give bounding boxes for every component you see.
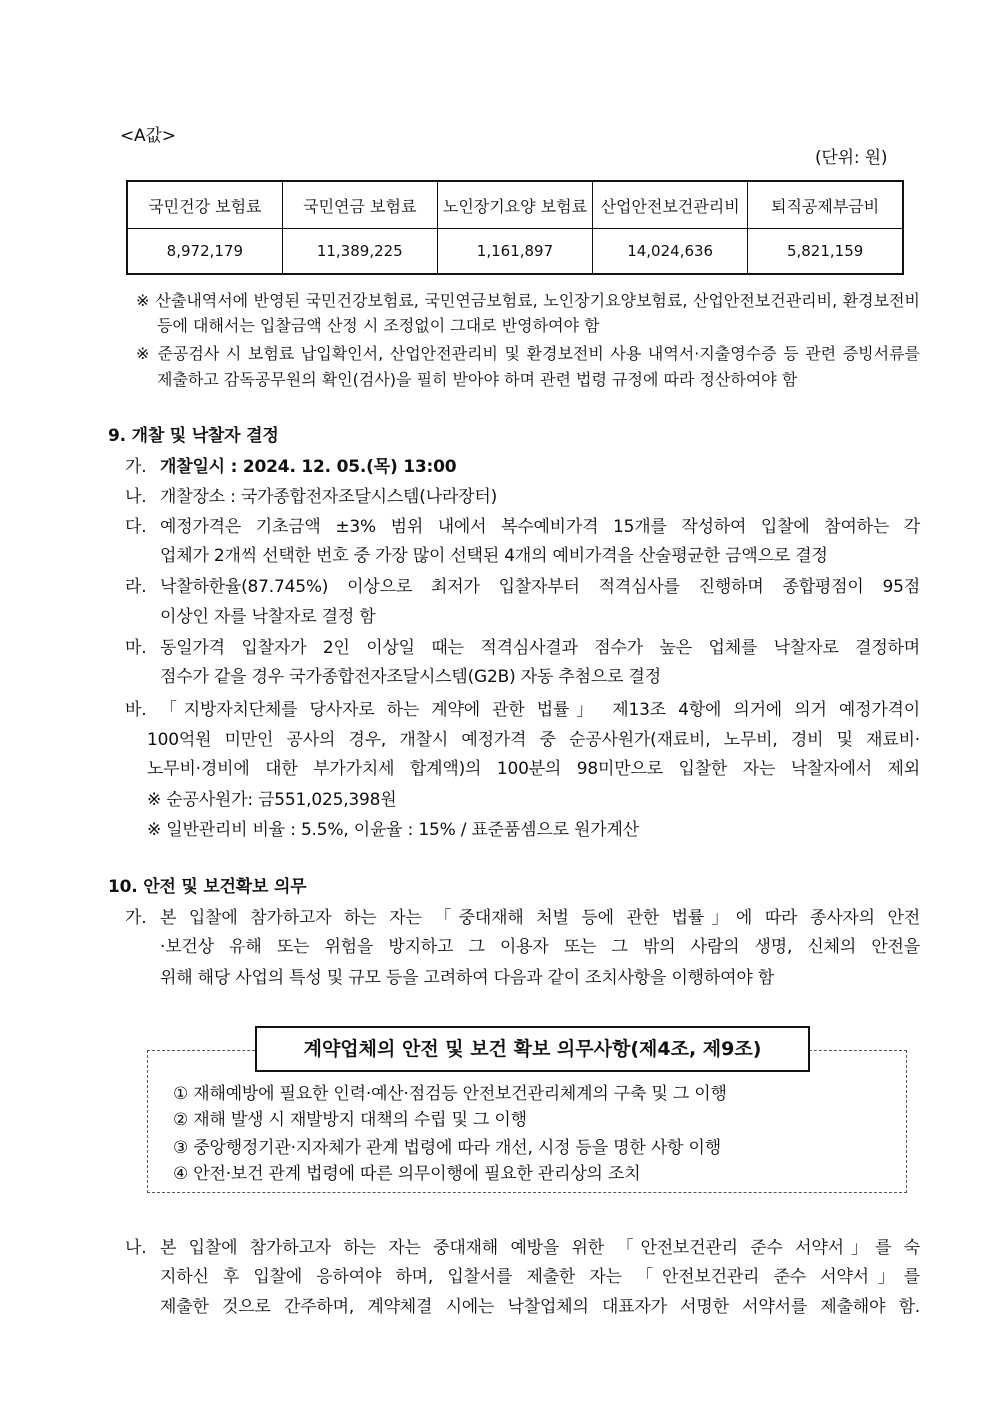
note-1-line-1: ※ 산출내역서에 반영된 국민건강보험료, 국민연금보험료, 노인장기요양보험료, 산업안전보건관리비, 환경보전비 [136,291,920,310]
header-longterm-care-insurance: 노인장기요양 보험료 [437,181,592,229]
value-health-insurance: 8,972,179 [127,229,282,275]
note-1-line-2: 등에 대해서는 입찰금액 산정 시 조정없이 그대로 반영하여야 함 [157,316,600,335]
header-health-insurance: 국민건강 보험료 [127,181,282,229]
item-ga-marker: 가. [125,457,147,477]
a-value-label: <A값> [120,126,176,146]
table-value-row [127,229,903,275]
item-ra-marker: 라. [125,577,147,597]
value-longterm-care-insurance: 1,161,897 [437,229,592,275]
header-safety-health-cost: 산업안전보건관리비 [593,181,748,229]
item-ba-line-3: 노무비·경비에 대한 부가가치세 합계액)의 100분의 98미만으로 입찰한 자는 낙찰자에서 제외 [147,759,920,779]
header-retirement-deduction: 퇴직공제부금비 [748,181,903,229]
note-2-line-1: ※ 준공검사 시 보험료 납입확인서, 산업안전관리비 및 환경보전비 사용 내역서·지출영수증 등 관련 증빙서류를 [136,344,920,363]
duty-item-3: ③ 중앙행정기관·지자체가 관계 법령에 따라 개선, 시정 등을 명한 사항 이행 [173,1138,721,1158]
net-construction-cost-note: ※ 순공사원가: 금551,025,398원 [147,790,397,810]
item-ma-marker: 마. [125,638,147,658]
section-9-title: 9. 개찰 및 낙찰자 결정 [108,426,279,446]
unit-label: (단위: 원) [815,148,888,168]
duty-item-2: ② 재해 발생 시 재발방지 대책의 수립 및 그 이행 [173,1110,527,1130]
s10-item-na-line-2: 지하신 후 입찰에 응하여야 하며, 입찰서를 제출한 자는 「안전보건관리 준수 서약서」를 [160,1267,920,1287]
s10-item-na-line-3: 제출한 것으로 간주하며, 계약체결 시에는 낙찰업체의 대표자가 서명한 서약서를 제출해야 함. [160,1297,920,1317]
s10-item-na-marker: 나. [125,1238,147,1258]
value-safety-health-cost: 14,024,636 [593,229,748,275]
value-pension-insurance: 11,389,225 [282,229,437,275]
value-retirement-deduction: 5,821,159 [748,229,903,275]
bid-opening-place: 개찰장소 : 국가종합전자조달시스템(나라장터) [160,487,498,507]
duty-item-4: ④ 안전·보건 관계 법령에 따른 의무이행에 필요한 관리상의 조치 [173,1164,641,1184]
duty-item-1: ① 재해예방에 필요한 인력·예산·점검등 안전보건관리체계의 구축 및 그 이행 [173,1084,727,1104]
item-ba-line-2: 100억원 미만인 공사의 경우, 개찰시 예정가격 중 순공사원가(재료비, 노무비, 경비 및 재료비· [147,730,920,750]
section-10-title: 10. 안전 및 보건확보 의무 [108,877,307,897]
bid-opening-datetime: 개찰일시 : 2024. 12. 05.(목) 13:00 [160,457,457,477]
item-da-line-2: 업체가 2개씩 선택한 번호 중 가장 많이 선택된 4개의 예비가격을 산술평균한 금액으로 결정 [160,546,828,566]
item-ra-line-1: 낙찰하한율(87.745%) 이상으로 최저가 입찰자부터 적격심사를 진행하며 종합평점이 95점 [160,577,920,597]
safety-duty-box-title: 계약업체의 안전 및 보건 확보 의무사항(제4조, 제9조) [255,1026,810,1072]
note-2-line-2: 제출하고 감독공무원의 확인(검사)을 필히 받아야 하며 관련 법령 규정에 따라 정산하여야 함 [157,370,798,389]
item-ba-line-1: 「지방자치단체를 당사자로 하는 계약에 관한 법률」 제13조 4항에 의거에 의거 예정가격이 [160,700,920,720]
overhead-profit-rate-note: ※ 일반관리비 비율 : 5.5%, 이윤율 : 15% / 표준품셈으로 원가계산 [147,820,639,840]
item-da-marker: 다. [125,517,147,537]
s10-item-ga-line-2: ·보건상 유해 또는 위험을 방지하고 그 이용자 또는 그 밖의 사람의 생명, 신체의 안전을 [160,937,920,957]
item-da-line-1: 예정가격은 기초금액 ±3% 범위 내에서 복수예비가격 15개를 작성하여 입찰에 참여하는 각 [160,517,920,537]
item-ma-line-2: 점수가 같을 경우 국가종합전자조달시스템(G2B) 자동 추첨으로 결정 [160,667,661,687]
header-pension-insurance: 국민연금 보험료 [282,181,437,229]
s10-item-ga-marker: 가. [125,908,147,928]
table-header-row [127,181,903,229]
s10-item-na-line-1: 본 입찰에 참가하고자 하는 자는 중대재해 예방을 위한 「안전보건관리 준수 서약서」를 숙 [160,1238,920,1258]
s10-item-ga-line-1: 본 입찰에 참가하고자 하는 자는 「중대재해 처벌 등에 관한 법률」에 따라 종사자의 안전 [160,908,920,928]
item-ra-line-2: 이상인 자를 낙찰자로 결정 함 [160,607,376,627]
item-na-marker: 나. [125,487,147,507]
s10-item-ga-line-3: 위해 해당 사업의 특성 및 규모 등을 고려하여 다음과 같이 조치사항을 이행하여야 함 [160,968,774,988]
item-ba-marker: 바. [125,700,147,720]
insurance-fee-table [126,180,904,275]
item-ma-line-1: 동일가격 입찰자가 2인 이상일 때는 적격심사결과 점수가 높은 업체를 낙찰자로 결정하며 [160,638,920,658]
